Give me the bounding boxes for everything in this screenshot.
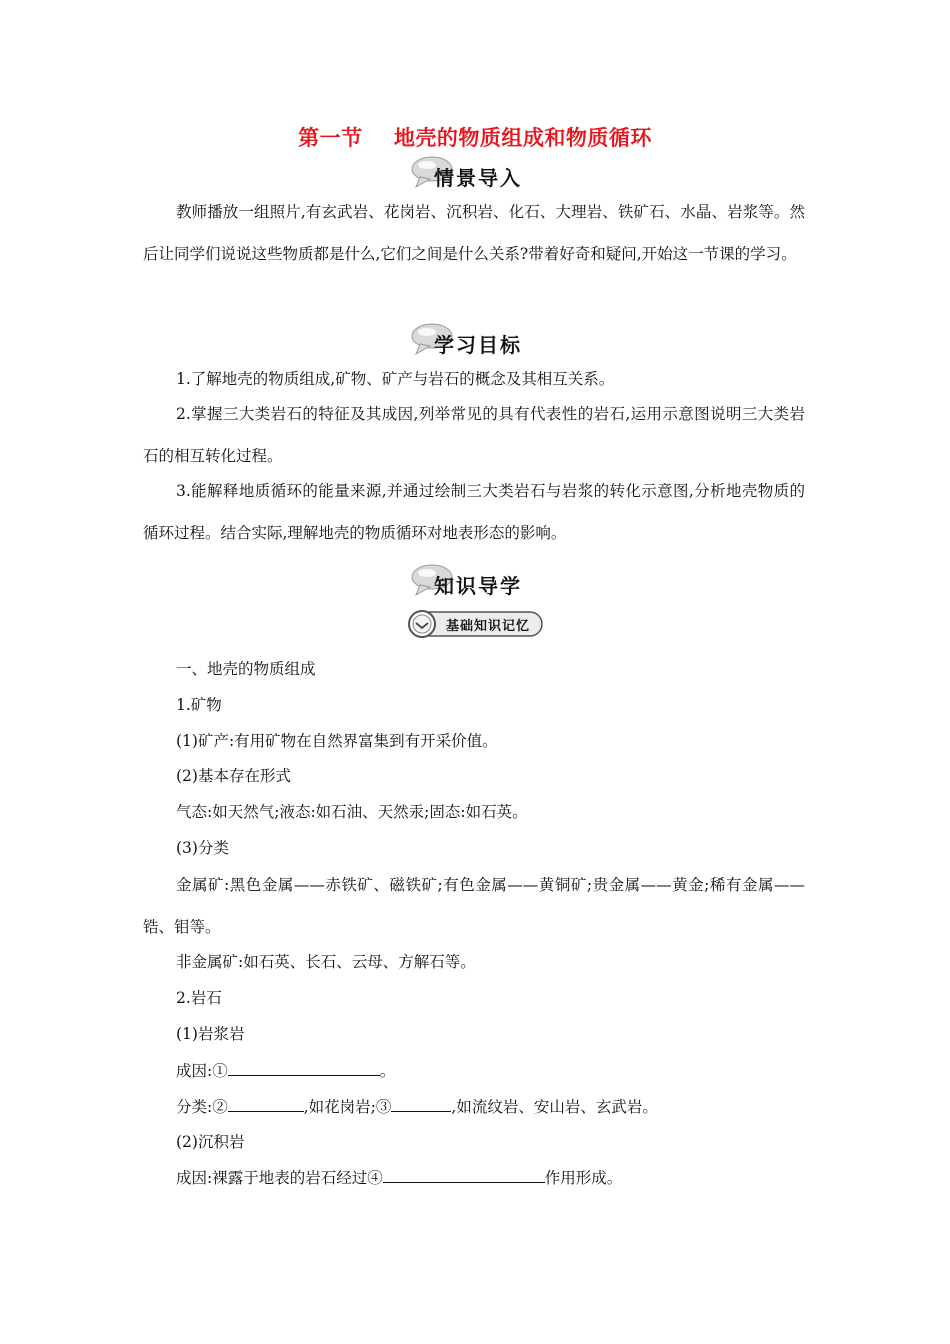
- fill-in-prefix: 成因:裸露于地表的岩石经过④: [176, 1169, 383, 1187]
- content-line: (3)分类: [176, 839, 229, 857]
- fill-in-line: [176, 1059, 806, 1082]
- fill-in-middle: ,如花岗岩;③: [303, 1098, 392, 1116]
- banner-intro: [0, 155, 950, 191]
- fill-in-prefix: 分类:②: [176, 1098, 228, 1116]
- banner-basic: [0, 609, 950, 639]
- banner-guide-label: 知识导学: [434, 574, 522, 598]
- banner-guide: [0, 563, 950, 599]
- content-line: 非金属矿:如石英、长石、云母、方解石等。: [176, 953, 476, 971]
- banner-intro-label: 情景导入: [434, 166, 522, 190]
- fill-in-suffix: 作用形成。: [544, 1169, 623, 1187]
- banner-goals-label: 学习目标: [434, 333, 522, 357]
- fill-in-line: [176, 1166, 806, 1189]
- content-line: (1)岩浆岩: [176, 1025, 245, 1043]
- goal-item: 1.了解地壳的物质组成,矿物、矿产与岩石的概念及其相互关系。: [176, 370, 615, 388]
- answer-blank[interactable]: [228, 1059, 380, 1076]
- content-paragraph: 金属矿:黑色金属——赤铁矿、磁铁矿;有色金属——黄铜矿;贵金属——黄金;稀有金属——锆、钼等。: [143, 876, 805, 936]
- section-heading: 一、地壳的物质组成: [176, 660, 316, 678]
- page-title: 第一节 地壳的物质组成和物质循环: [298, 126, 652, 150]
- fill-in-line: [176, 1095, 806, 1118]
- content-line: (2)基本存在形式: [176, 767, 291, 785]
- banner-goals: [0, 322, 950, 358]
- answer-blank[interactable]: [391, 1095, 451, 1112]
- goal-item: 2.掌握三大类岩石的特征及其成因,列举常见的具有代表性的岩石,运用示意图说明三大类岩石的相互转化过程。: [143, 405, 805, 465]
- subsection-heading: 1.矿物: [176, 696, 222, 714]
- subsection-heading: 2.岩石: [176, 989, 222, 1007]
- answer-blank[interactable]: [383, 1166, 545, 1183]
- content-line: (1)矿产:有用矿物在自然界富集到有开采价值。: [176, 732, 498, 750]
- content-line: 气态:如天然气;液态:如石油、天然汞;固态:如石英。: [176, 803, 528, 821]
- banner-basic-label: 基础知识记忆: [446, 619, 531, 634]
- content-line: (2)沉积岩: [176, 1133, 245, 1151]
- goal-item: 3.能解释地质循环的能量来源,并通过绘制三大类岩石与岩浆的转化示意图,分析地壳物质的循环过程。结合实际,理解地壳的物质循环对地表形态的影响。: [143, 482, 805, 542]
- answer-blank[interactable]: [228, 1095, 304, 1112]
- fill-in-suffix: ,如流纹岩、安山岩、玄武岩。: [451, 1098, 658, 1116]
- intro-paragraph: 教师播放一组照片,有玄武岩、花岗岩、沉积岩、化石、大理岩、铁矿石、水晶、岩浆等。然后让同学们说说这些物质都是什么,它们之间是什么关系?带着好奇和疑问,开始这一节课的学习。: [143, 203, 805, 263]
- fill-in-prefix: 成因:①: [176, 1062, 228, 1080]
- fill-in-suffix: 。: [379, 1062, 396, 1080]
